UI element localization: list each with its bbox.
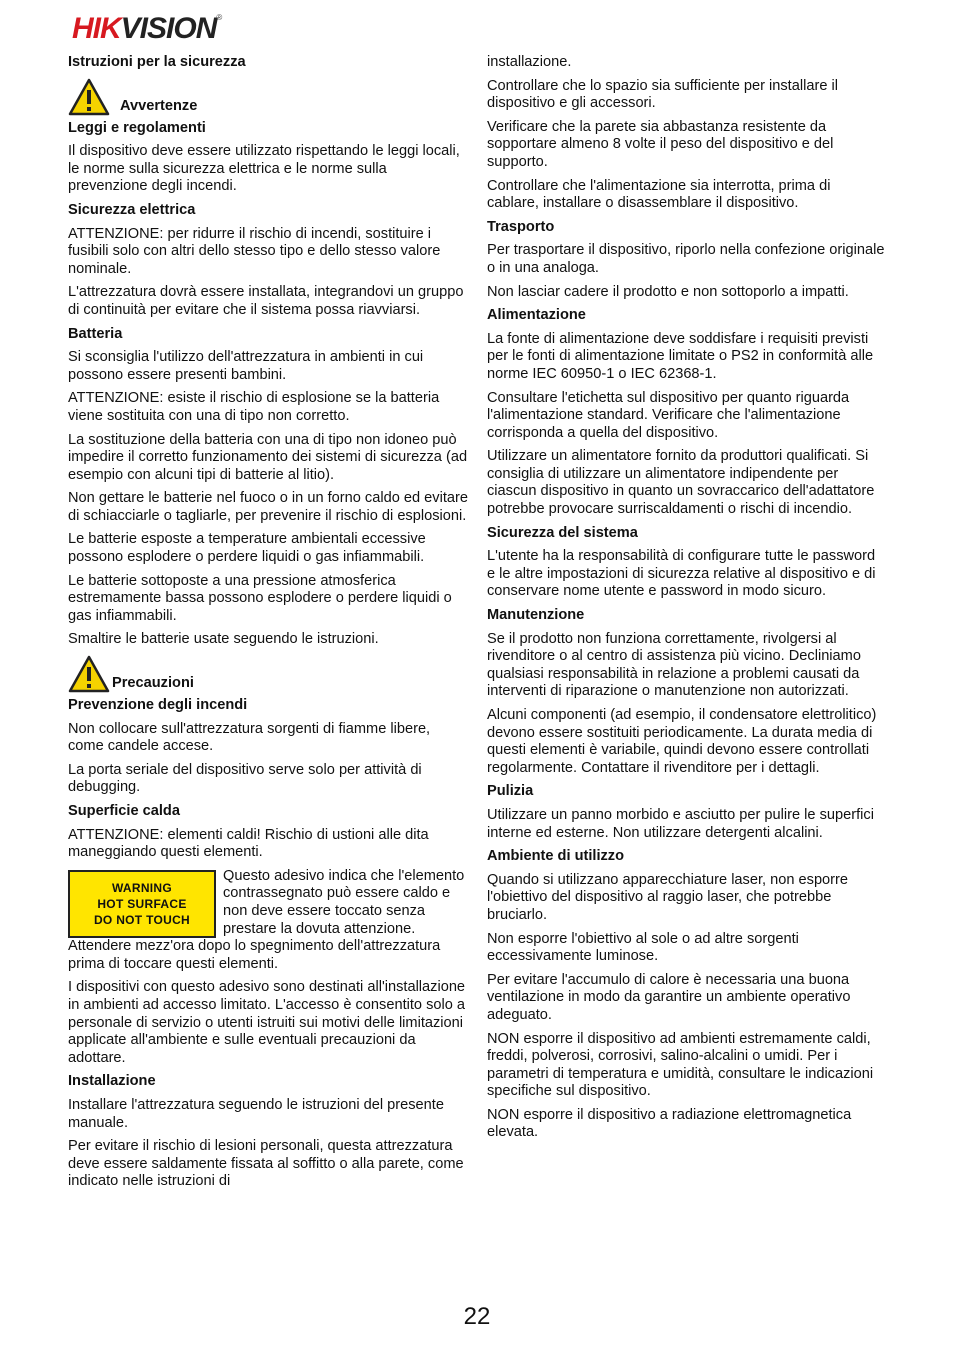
paragraph: Non gettare le batterie nel fuoco o in un forno caldo ed evitare di schiacciarle o tagliarle, per prevenire il rischio di esplosioni.	[68, 490, 468, 524]
paragraph: Le batterie sottoposte a una pressione atmosferica estremamente bassa possono esplodere o perdere liquidi o gas infiammabili.	[68, 572, 452, 624]
sticker-line: DO NOT TOUCH	[93, 912, 191, 927]
installation-heading: Installazione	[68, 1073, 156, 1090]
paragraph: Si sconsiglia l'utilizzo dell'attrezzatura in ambienti in cui possono essere presenti bambini.	[68, 349, 424, 383]
paragraph: Verificare che la parete sia abbastanza resistente da sopportare almeno 8 volte il peso del dispositivo e del supporto.	[487, 118, 834, 170]
paragraph: ATTENZIONE: esiste il rischio di esplosione se la batteria viene sostituita con una di tipo non corretto.	[68, 390, 440, 424]
warnings-title: Avvertenze	[120, 98, 198, 114]
paragraph: Controllare che lo spazio sia sufficiente per installare il dispositivo e gli accessori.	[487, 77, 838, 112]
logo-red-part: HIK	[72, 12, 121, 45]
paragraph: Non esporre l'obiettivo al sole o ad altre sorgenti eccessivamente luminose.	[487, 930, 799, 965]
paragraph: Installare l'attrezzatura seguendo le istruzioni del presente manuale.	[68, 1096, 444, 1131]
fire-prevention-heading: Prevenzione degli incendi	[68, 697, 248, 714]
environment-heading: Ambiente di utilizzo	[487, 848, 625, 865]
paragraph: Per evitare il rischio di lesioni personali, questa attrezzatura deve essere saldamente fissata al soffitto o alla parete, come indicato nelle istruzioni di	[68, 1138, 464, 1190]
paragraph: NON esporre il dispositivo a radiazione elettromagnetica elevata.	[487, 1106, 852, 1141]
cautions-heading	[68, 655, 468, 693]
logo-dark-part: VISION	[120, 12, 217, 45]
cleaning-heading: Pulizia	[487, 783, 534, 800]
paragraph: Se il prodotto non funziona correttamente, rivolgersi al rivenditore o al centro di assistenza più vicino. Decliniamo qualsiasi responsabilità in relazione a problemi causati da interventi di riparazione o manutenzione non autorizzati.	[487, 630, 861, 700]
hot-surface-heading: Superficie calda	[68, 803, 180, 819]
paragraph: Quando si utilizzano apparecchiature laser, non esporre l'obiettivo del dispositivo al raggio laser, che potrebbe bruciarlo.	[487, 871, 849, 923]
paragraph: L'utente ha la responsabilità di configurare tutte le password e le altre impostazioni di sicurezza relative al dispositivo e di conservare nome utente e password in modo sicuro.	[487, 548, 876, 600]
left-column	[68, 54, 468, 1197]
paragraph: I dispositivi con questo adesivo sono destinati all'installazione in ambienti ad accesso limitato. L'accesso è consentito solo a personale di servizio o utenti istruiti sui motivi delle limitazioni applicate all'ambiente e sulle eventuali precauzioni da adottare.	[68, 979, 466, 1066]
paragraph: La porta seriale del dispositivo serve solo per attività di debugging.	[68, 761, 422, 796]
paragraph: installazione.	[487, 54, 572, 70]
sticker-line: HOT SURFACE	[97, 896, 187, 911]
paragraph: Consultare l'etichetta sul dispositivo per quanto riguarda l'alimentazione standard. Verificare che l'alimentazione corrisponda a quella del dispositivo.	[487, 389, 850, 441]
warnings-heading	[68, 78, 468, 116]
paragraph: Non collocare sull'attrezzatura sorgenti di fiamme libere, come candele accese.	[68, 720, 431, 755]
paragraph: Non lasciar cadere il prodotto e non sottoporlo a impatti.	[487, 283, 849, 300]
paragraph: Alcuni componenti (ad esempio, il condensatore elettrolitico) devono essere sostituiti periodicamente. La durata media di questi elementi è variabile, quindi devono essere controllati regolarmente. Contattare il rivenditore per i dettagli.	[487, 707, 877, 776]
battery-heading: Batteria	[68, 325, 123, 342]
paragraph: Controllare che l'alimentazione sia interrotta, prima di cablare, installare o disassemblare il dispositivo.	[487, 177, 831, 212]
paragraph: Utilizzare un panno morbido e asciutto per pulire le superfici interne ed esterne. Non utilizzare detergenti alcalini.	[487, 806, 874, 841]
hikvision-logo	[72, 14, 221, 44]
transport-heading: Trasporto	[487, 218, 555, 235]
section-title: Istruzioni per la sicurezza	[68, 54, 246, 70]
cautions-title: Precauzioni	[112, 675, 194, 692]
paragraph: Il dispositivo deve essere utilizzato rispettando le leggi locali, le norme sulla sicurezza elettrica e le norme sulla prevenzione degli incendi.	[68, 143, 460, 195]
warning-triangle-icon	[68, 78, 110, 116]
paragraph: Questo adesivo indica che l'elemento contrassegnato può essere caldo e non deve essere toccato senza prestare la dovuta attenzione. Attendere mezz'ora dopo lo spegnimento dell'attrezzatura prima di toccare questi elementi.	[68, 867, 465, 972]
sticker-line: WARNING	[111, 880, 173, 895]
registered-mark: ®	[216, 13, 222, 22]
paragraph: Smaltire le batterie usate seguendo le istruzioni.	[68, 631, 379, 648]
power-supply-heading: Alimentazione	[487, 307, 586, 324]
paragraph: La sostituzione della batteria con una di tipo non idoneo può impedire il corretto funzionamento dei sistemi di sicurezza (ad esempio con alcuni tipi di batterie al litio).	[68, 431, 468, 483]
paragraph: NON esporre il dispositivo ad ambienti estremamente caldi, freddi, polverosi, corrosivi, salino-alcalini o umidi. Per i parametri di temperatura e umidità, consultare le indicazioni specifiche sul dispositivo.	[487, 1030, 874, 1100]
paragraph: Utilizzare un alimentatore fornito da produttori qualificati. Si consiglia di utilizzare un alimentatore indipendente per ciascun dispositivo in quanto un sovraccarico dell'adattatore potrebbe provocare surriscaldamenti o rischi di incendio.	[487, 448, 875, 518]
system-security-heading: Sicurezza del sistema	[487, 524, 638, 541]
page-number: 22	[463, 1303, 491, 1330]
laws-heading: Leggi e regolamenti	[68, 119, 206, 136]
hot-surface-sticker	[68, 870, 216, 938]
right-column	[487, 54, 885, 1148]
paragraph: Le batterie esposte a temperature ambientali eccessive possono esplodere o perdere liquidi o gas infiammabili.	[68, 531, 426, 566]
maintenance-heading: Manutenzione	[487, 607, 585, 624]
electrical-safety-heading: Sicurezza elettrica	[68, 201, 196, 218]
hot-surface-block	[68, 868, 468, 974]
caution-triangle-icon	[68, 655, 110, 693]
paragraph: L'attrezzatura dovrà essere installata, integrandovi un gruppo di continuità per evitare che il sistema possa riavviarsi.	[68, 284, 464, 318]
paragraph: Per trasportare il dispositivo, riporlo nella confezione originale o in una analoga.	[487, 242, 885, 276]
paragraph: ATTENZIONE: per ridurre il rischio di incendi, sostituire i fusibili solo con altri dello stesso tipo e dello stesso valore nominale.	[68, 225, 441, 277]
paragraph: Per evitare l'accumulo di calore è necessaria una buona ventilazione in modo da garantire un ambiente operativo adeguato.	[487, 971, 851, 1023]
paragraph: ATTENZIONE: elementi caldi! Rischio di ustioni alle dita maneggiando questi elementi.	[68, 826, 429, 861]
paragraph: La fonte di alimentazione deve soddisfare i requisiti previsti per le fonti di alimentazione limitate o PS2 in conformità alle norme IEC 60950-1 o IEC 62368-1.	[487, 330, 874, 382]
